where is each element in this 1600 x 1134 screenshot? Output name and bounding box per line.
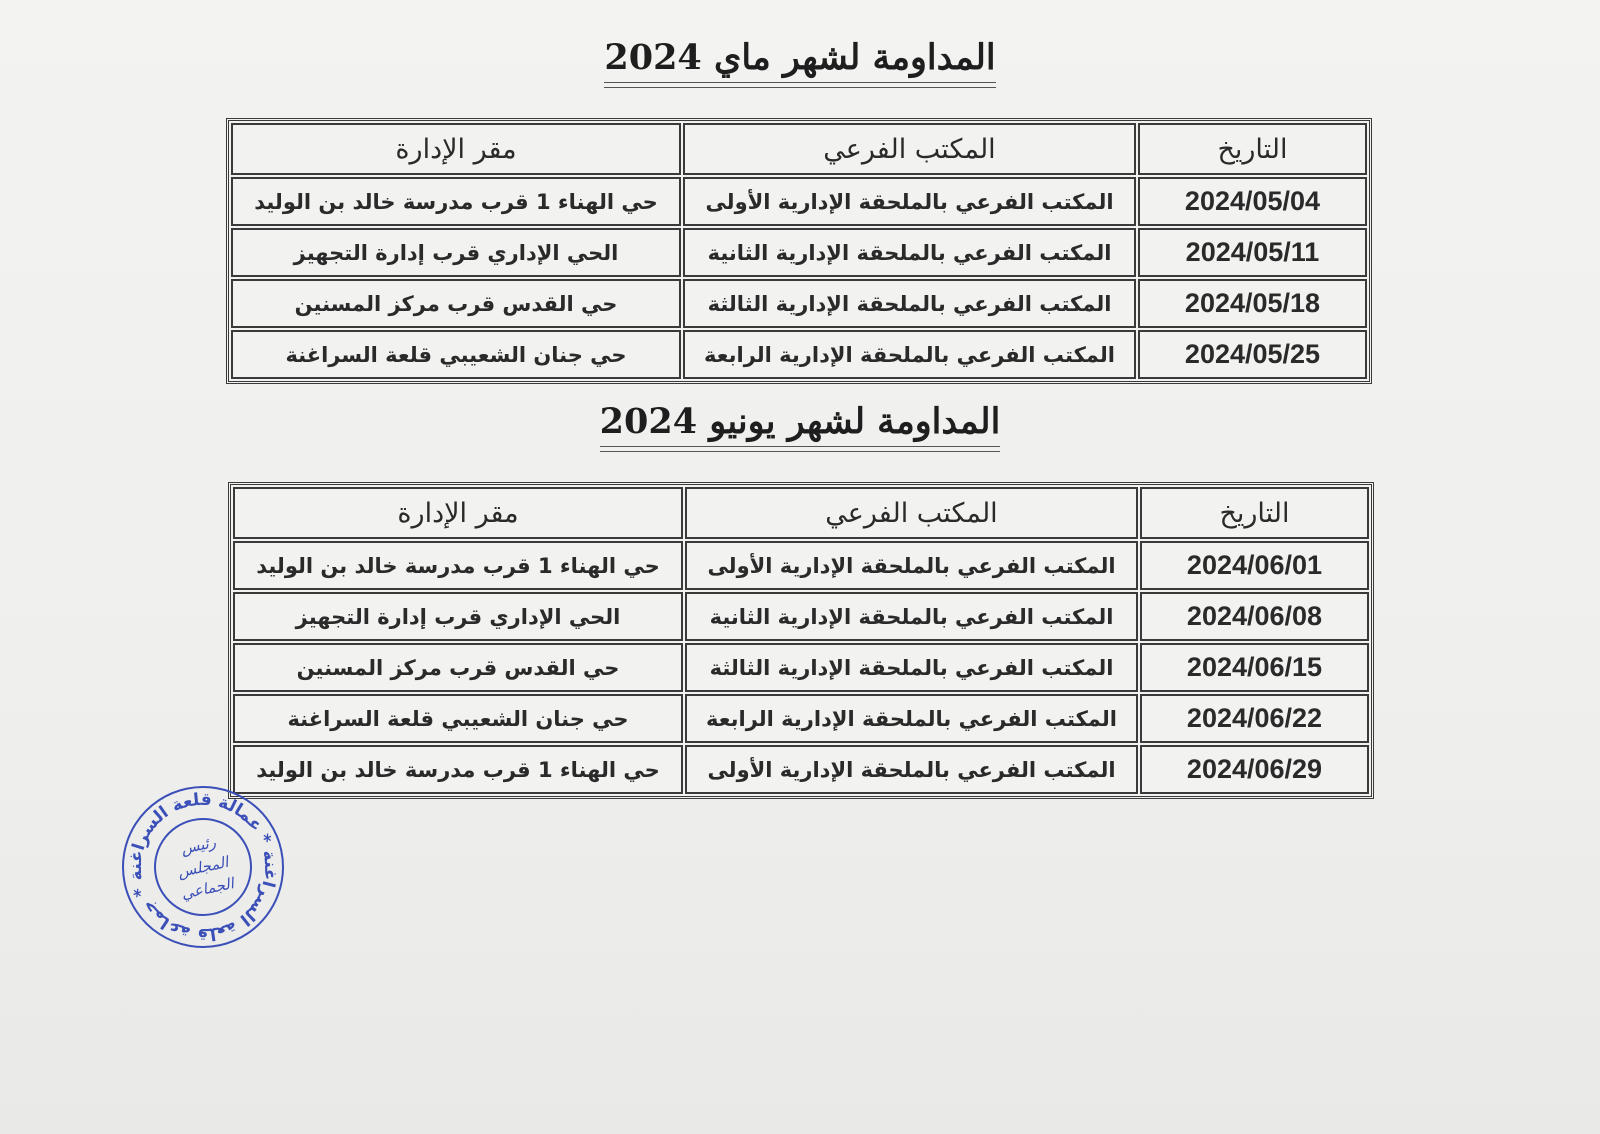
hq-cell: الحي الإداري قرب إدارة التجهيز (231, 228, 681, 277)
hq-cell: حي الهناء 1 قرب مدرسة خالد بن الوليد (233, 541, 683, 590)
date-cell: 2024/06/22 (1140, 694, 1369, 743)
office-cell: المكتب الفرعي بالملحقة الإدارية الثانية (685, 592, 1138, 641)
schedule-table-june (228, 482, 1374, 799)
table-row (233, 541, 1369, 590)
table-row (231, 177, 1367, 226)
table-row (233, 643, 1369, 692)
table-row (231, 330, 1367, 379)
schedule-table-may (226, 118, 1372, 384)
stamp-ring-text: جماعة قلعة السراغنة * عمالة قلعة السراغنة * (125, 789, 281, 945)
hq-cell: حي القدس قرب مركز المسنين (231, 279, 681, 328)
section-title-june: المداومة لشهر يونيو 2024 (0, 400, 1600, 458)
table-header-row (233, 487, 1369, 539)
table-row (231, 279, 1367, 328)
office-cell: المكتب الفرعي بالملحقة الإدارية الأولى (683, 177, 1136, 226)
hq-cell: حي جنان الشعيبي قلعة السراغنة (231, 330, 681, 379)
hq-cell: حي القدس قرب مركز المسنين (233, 643, 683, 692)
date-cell: 2024/05/11 (1138, 228, 1367, 277)
date-cell: 2024/05/04 (1138, 177, 1367, 226)
header-office: المكتب الفرعي (685, 487, 1138, 539)
official-stamp (118, 782, 288, 952)
date-cell: 2024/06/15 (1140, 643, 1369, 692)
table-row (233, 694, 1369, 743)
hq-cell: الحي الإداري قرب إدارة التجهيز (233, 592, 683, 641)
table-row (233, 592, 1369, 641)
table-row (231, 228, 1367, 277)
hq-cell: حي جنان الشعيبي قلعة السراغنة (233, 694, 683, 743)
section-title-may: المداومة لشهر ماي 2024 (0, 36, 1600, 94)
header-date: التاريخ (1140, 487, 1369, 539)
hq-cell: حي الهناء 1 قرب مدرسة خالد بن الوليد (233, 745, 683, 794)
hq-cell: حي الهناء 1 قرب مدرسة خالد بن الوليد (231, 177, 681, 226)
table-row (233, 745, 1369, 794)
office-cell: المكتب الفرعي بالملحقة الإدارية الثالثة (683, 279, 1136, 328)
table-header-row (231, 123, 1367, 175)
date-cell: 2024/06/08 (1140, 592, 1369, 641)
stamp-center-line-1: رئيس (179, 833, 218, 858)
office-cell: المكتب الفرعي بالملحقة الإدارية الأولى (685, 541, 1138, 590)
date-cell: 2024/06/01 (1140, 541, 1369, 590)
office-cell: المكتب الفرعي بالملحقة الإدارية الرابعة (685, 694, 1138, 743)
header-office: المكتب الفرعي (683, 123, 1136, 175)
date-cell: 2024/05/25 (1138, 330, 1367, 379)
header-date: التاريخ (1138, 123, 1367, 175)
header-hq: مقر الإدارة (231, 123, 681, 175)
office-cell: المكتب الفرعي بالملحقة الإدارية الأولى (685, 745, 1138, 794)
header-hq: مقر الإدارة (233, 487, 683, 539)
office-cell: المكتب الفرعي بالملحقة الإدارية الثانية (683, 228, 1136, 277)
office-cell: المكتب الفرعي بالملحقة الإدارية الثالثة (685, 643, 1138, 692)
date-cell: 2024/05/18 (1138, 279, 1367, 328)
date-cell: 2024/06/29 (1140, 745, 1369, 794)
stamp-center-line-2: المجلس (176, 852, 230, 882)
stamp-center-line-3: الجماعي (179, 874, 236, 903)
office-cell: المكتب الفرعي بالملحقة الإدارية الرابعة (683, 330, 1136, 379)
